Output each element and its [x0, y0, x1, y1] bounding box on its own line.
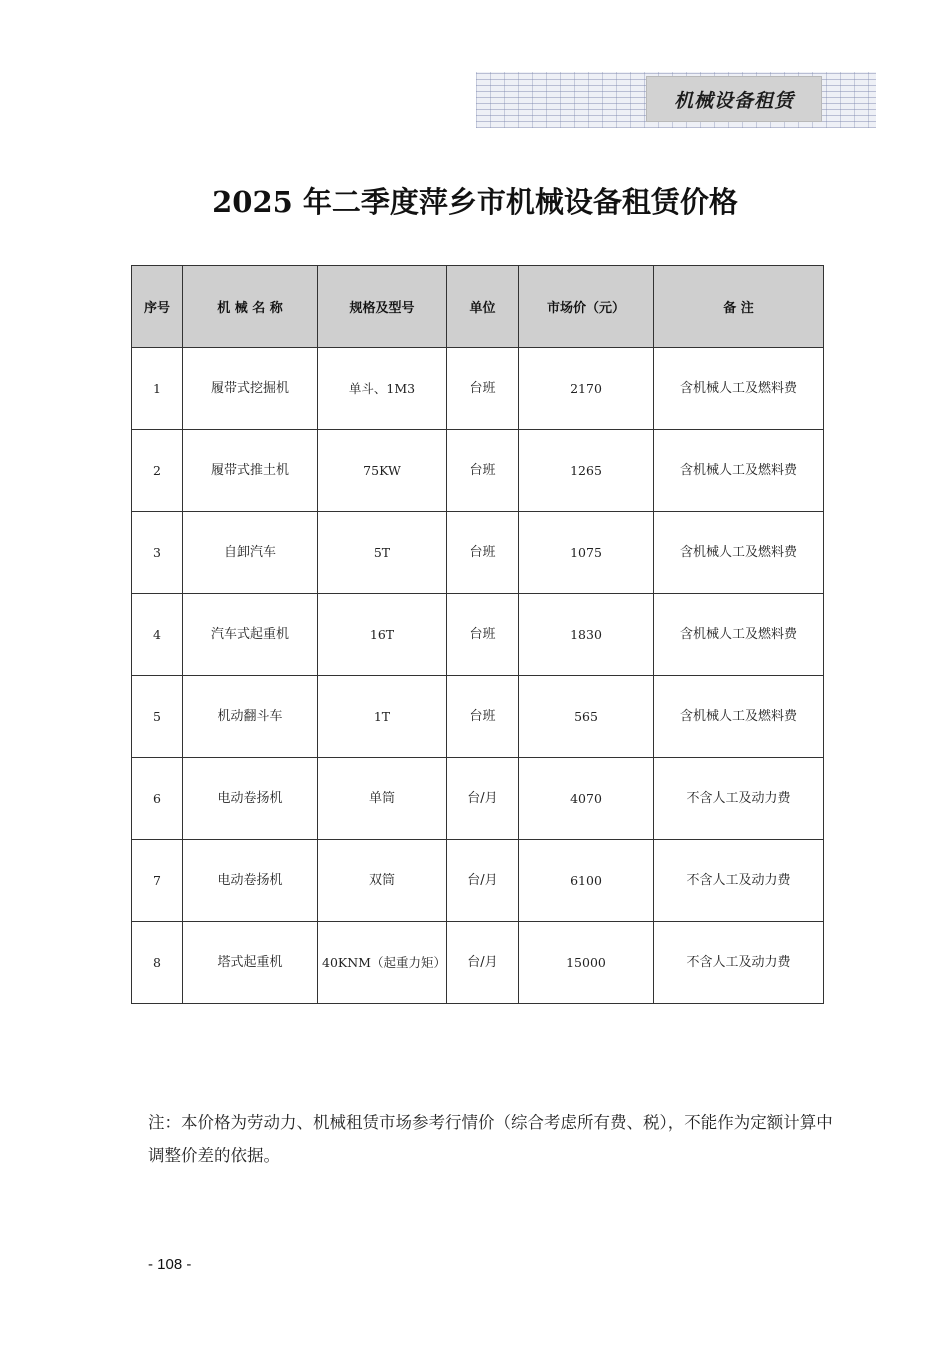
table-row [132, 922, 824, 1004]
cell-price: 4070 [519, 758, 654, 840]
table-row [132, 430, 824, 512]
cell-remark: 不含人工及动力费 [654, 922, 824, 1004]
cell-remark: 不含人工及动力费 [654, 758, 824, 840]
cell-spec: 单筒 [318, 758, 447, 840]
col-header-price: 市场价（元） [519, 266, 654, 348]
cell-name: 电动卷扬机 [183, 758, 318, 840]
cell-price: 1265 [519, 430, 654, 512]
cell-unit: 台/月 [447, 840, 519, 922]
cell-index: 3 [132, 512, 183, 594]
cell-spec: 1T [318, 676, 447, 758]
cell-spec: 16T [318, 594, 447, 676]
cell-index: 7 [132, 840, 183, 922]
cell-index: 1 [132, 348, 183, 430]
table-row [132, 512, 824, 594]
cell-index: 2 [132, 430, 183, 512]
cell-spec: 单斗、1M3 [318, 348, 447, 430]
cell-remark: 含机械人工及燃料费 [654, 512, 824, 594]
col-header-remark: 备 注 [654, 266, 824, 348]
table-header-row [132, 266, 824, 348]
cell-name: 自卸汽车 [183, 512, 318, 594]
cell-remark: 含机械人工及燃料费 [654, 348, 824, 430]
cell-index: 5 [132, 676, 183, 758]
cell-remark: 含机械人工及燃料费 [654, 594, 824, 676]
section-label: 机械设备租赁 [646, 76, 822, 122]
cell-remark: 不含人工及动力费 [654, 840, 824, 922]
cell-price: 2170 [519, 348, 654, 430]
col-header-unit: 单位 [447, 266, 519, 348]
cell-unit: 台班 [447, 676, 519, 758]
col-header-spec: 规格及型号 [318, 266, 447, 348]
cell-name: 汽车式起重机 [183, 594, 318, 676]
cell-price: 1830 [519, 594, 654, 676]
cell-name: 塔式起重机 [183, 922, 318, 1004]
cell-unit: 台班 [447, 594, 519, 676]
cell-spec: 5T [318, 512, 447, 594]
page-title: 2025 年二季度萍乡市机械设备租赁价格 [212, 185, 738, 219]
table-row [132, 758, 824, 840]
cell-index: 6 [132, 758, 183, 840]
table-row [132, 676, 824, 758]
section-header-pattern [476, 72, 876, 128]
page-number: - 108 - [148, 1256, 192, 1273]
cell-name: 履带式推土机 [183, 430, 318, 512]
cell-price: 6100 [519, 840, 654, 922]
cell-name: 履带式挖掘机 [183, 348, 318, 430]
table-row [132, 348, 824, 430]
cell-name: 电动卷扬机 [183, 840, 318, 922]
cell-index: 4 [132, 594, 183, 676]
cell-price: 1075 [519, 512, 654, 594]
cell-remark: 含机械人工及燃料费 [654, 430, 824, 512]
col-header-name: 机 械 名 称 [183, 266, 318, 348]
col-header-index: 序号 [132, 266, 183, 348]
cell-index: 8 [132, 922, 183, 1004]
cell-spec: 40KNM（起重力矩） [318, 922, 447, 1004]
cell-remark: 含机械人工及燃料费 [654, 676, 824, 758]
rental-price-table [131, 265, 824, 1004]
cell-unit: 台班 [447, 348, 519, 430]
cell-unit: 台/月 [447, 922, 519, 1004]
cell-spec: 双筒 [318, 840, 447, 922]
cell-spec: 75KW [318, 430, 447, 512]
cell-name: 机动翻斗车 [183, 676, 318, 758]
cell-unit: 台班 [447, 430, 519, 512]
footnote: 注：本价格为劳动力、机械租赁市场参考行情价（综合考虑所有费、税），不能作为定额计算中调整价差的依据。 [148, 1113, 833, 1165]
cell-price: 15000 [519, 922, 654, 1004]
cell-price: 565 [519, 676, 654, 758]
cell-unit: 台/月 [447, 758, 519, 840]
table-row [132, 594, 824, 676]
cell-unit: 台班 [447, 512, 519, 594]
table-row [132, 840, 824, 922]
